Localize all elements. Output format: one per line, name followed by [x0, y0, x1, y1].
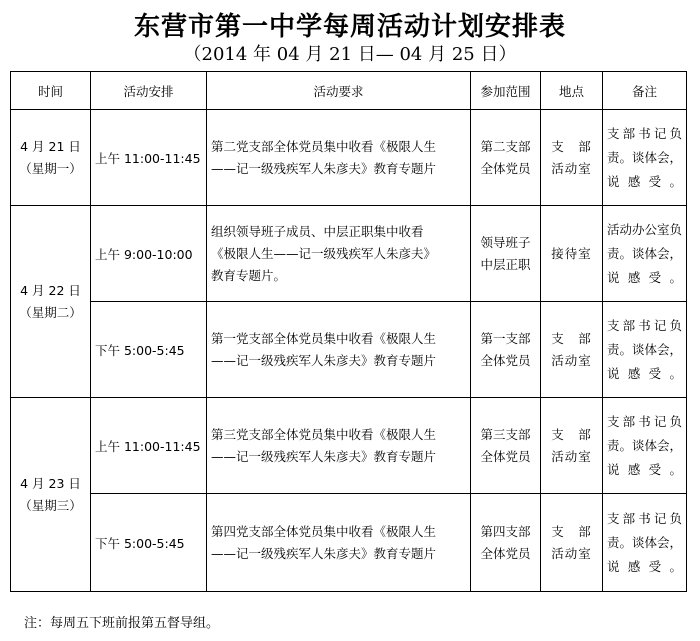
- activity-note: 活动办公室负责。谈体会，说感受。: [603, 206, 687, 302]
- activity-requirement: [207, 398, 471, 494]
- header-scope: 参加范围: [471, 72, 541, 110]
- scope-line: 全体党员: [480, 448, 531, 464]
- date-cell: [11, 206, 91, 398]
- header-time: 时间: [11, 72, 91, 110]
- activity-note: 支部书记负责。谈体会，说感受。: [603, 494, 687, 592]
- table-row: [11, 302, 687, 398]
- activity-time: 上午 11:00-11:45: [91, 110, 207, 206]
- participant-scope: [471, 302, 541, 398]
- activity-place: [541, 206, 603, 302]
- activity-note: 支部书记负责。谈体会，说感受。: [603, 110, 687, 206]
- participant-scope: [471, 398, 541, 494]
- scope-line: 第四支部: [480, 523, 531, 539]
- scope-line: 领导班子: [480, 234, 531, 250]
- scope-line: 第二支部: [480, 138, 531, 154]
- schedule-table: [10, 71, 687, 592]
- activity-requirement: [207, 302, 471, 398]
- place-line: 支 部: [551, 426, 592, 442]
- weekday-text: （星期二）: [19, 304, 82, 320]
- participant-scope: [471, 494, 541, 592]
- activity-requirement: [207, 494, 471, 592]
- requirement-line: ——记一级残疾军人朱彦夫》教育专题片: [211, 352, 437, 368]
- activity-place: [541, 110, 603, 206]
- date-cell: [11, 110, 91, 206]
- activity-requirement: [207, 206, 471, 302]
- activity-place: [541, 494, 603, 592]
- activity-place: [541, 302, 603, 398]
- place-line: 活动室: [551, 352, 592, 368]
- requirement-line: 第一党支部全体党员集中收看《极限人生: [211, 330, 437, 346]
- header-row: [11, 72, 687, 110]
- place-line: 活动室: [551, 448, 592, 464]
- place-line: 活动室: [551, 545, 592, 561]
- date-cell: [11, 398, 91, 592]
- date-range-subtitle: （2014 年 04 月 21 日— 04 月 25 日）: [183, 44, 517, 65]
- footnote: 注：每周五下班前报第五督导组。: [24, 616, 220, 631]
- header-note: 备注: [603, 72, 687, 110]
- requirement-line: ——记一级残疾军人朱彦夫》教育专题片: [211, 448, 437, 464]
- requirement-line: 第四党支部全体党员集中收看《极限人生: [211, 523, 437, 539]
- activity-time: 下午 5:00-5:45: [91, 494, 207, 592]
- place-line: 支 部: [551, 523, 592, 539]
- requirement-line: 第三党支部全体党员集中收看《极限人生: [211, 426, 437, 442]
- requirement-line: 教育专题片。: [211, 267, 287, 283]
- weekday-text: （星期三）: [19, 497, 82, 513]
- activity-place: [541, 398, 603, 494]
- participant-scope: [471, 110, 541, 206]
- scope-line: 中层正职: [480, 256, 531, 272]
- requirement-line: ——记一级残疾军人朱彦夫》教育专题片: [211, 160, 437, 176]
- place-line: 活动室: [551, 160, 592, 176]
- date-text: 4 月 23 日: [20, 475, 81, 491]
- header-place: 地点: [541, 72, 603, 110]
- activity-time: 上午 9:00-10:00: [91, 206, 207, 302]
- requirement-line: 《极限人生——记一级残疾军人朱彦夫》: [211, 245, 437, 261]
- scope-line: 第三支部: [480, 426, 531, 442]
- requirement-line: 第二党支部全体党员集中收看《极限人生: [211, 138, 437, 154]
- table-row: [11, 110, 687, 206]
- place-line: 支 部: [551, 138, 592, 154]
- requirement-line: ——记一级残疾军人朱彦夫》教育专题片: [211, 545, 437, 561]
- activity-note: 支部书记负责。谈体会，说感受。: [603, 398, 687, 494]
- date-text: 4 月 21 日: [20, 138, 81, 154]
- activity-time: 下午 5:00-5:45: [91, 302, 207, 398]
- table-row: [11, 494, 687, 592]
- requirement-line: 组织领导班子成员、中层正职集中收看: [211, 223, 424, 239]
- scope-line: 全体党员: [480, 545, 531, 561]
- place-line: 支 部: [551, 330, 592, 346]
- activity-requirement: [207, 110, 471, 206]
- activity-time: 上午 11:00-11:45: [91, 398, 207, 494]
- activity-note: 支部书记负责。谈体会，说感受。: [603, 302, 687, 398]
- place-line: 接待室: [551, 245, 592, 261]
- header-activity: 活动安排: [91, 72, 207, 110]
- scope-line: 全体党员: [480, 160, 531, 176]
- scope-line: 第一支部: [480, 330, 531, 346]
- table-row: [11, 398, 687, 494]
- header-requirement: 活动要求: [207, 72, 471, 110]
- weekday-text: （星期一）: [19, 160, 82, 176]
- participant-scope: [471, 206, 541, 302]
- date-text: 4 月 22 日: [20, 282, 81, 298]
- scope-line: 全体党员: [480, 352, 531, 368]
- page-title: 东营市第一中学每周活动计划安排表: [133, 12, 566, 42]
- table-row: [11, 206, 687, 302]
